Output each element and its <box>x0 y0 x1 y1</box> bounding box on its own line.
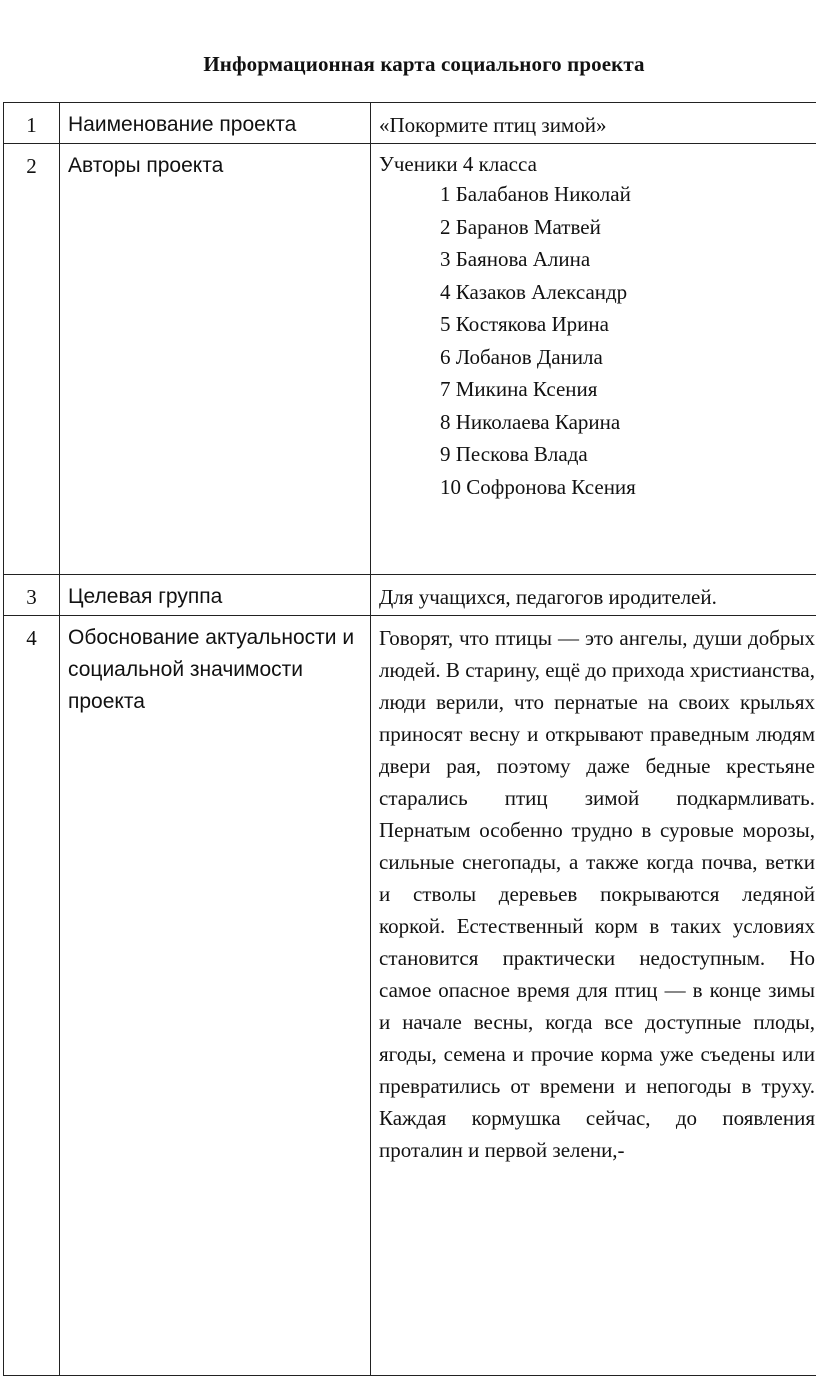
document-title: Информационная карта социального проекта <box>0 52 816 77</box>
project-info-table <box>3 102 816 1376</box>
table-row <box>4 616 816 1376</box>
list-item: 5 Костякова Ирина <box>440 308 815 341</box>
row-number: 2 <box>4 144 60 575</box>
row-value: Говорят, что птицы — это ангелы, души добрых людей. В старину, ещё до прихода христианства, люди верили, что пернатые на своих крыльях приносят весну и открывают праведным людям двери рая, поэтому даже бедные крестьяне старались птиц зимой подкармливать. Пернатым особенно трудно в суровые морозы, сильные снегопады, а также когда почва, ветки и стволы деревьев покрываются ледяной коркой. Естественный корм в таких условиях становится практически недоступным. Но самое опасное время для птиц — в конце зимы и начале весны, когда все доступные плоды, ягоды, семена и прочие корма уже съедены или превратились от времени и непогоды в труху. Каждая кормушка сейчас, до появления проталин и первой зелени,- <box>371 616 816 1376</box>
table-row <box>4 144 816 575</box>
list-item: 10 Софронова Ксения <box>440 471 815 504</box>
list-item: 2 Баранов Матвей <box>440 211 815 244</box>
list-item: 3 Баянова Алина <box>440 243 815 276</box>
row-label: Авторы проекта <box>60 144 371 575</box>
row-number: 3 <box>4 575 60 616</box>
table-row <box>4 103 816 144</box>
row-number: 4 <box>4 616 60 1376</box>
list-item: 9 Пескова Влада <box>440 438 815 471</box>
list-item: 8 Николаева Карина <box>440 406 815 439</box>
row-label: Обоснование актуальности и социальной значимости проекта <box>60 616 371 1376</box>
authors-list <box>379 178 815 503</box>
row-value: Для учащихся, педагогов иродителей. <box>371 575 816 616</box>
list-item: 1 Балабанов Николай <box>440 178 815 211</box>
row-value: «Покормите птиц зимой» <box>371 103 816 144</box>
row-number: 1 <box>4 103 60 144</box>
table-row <box>4 575 816 616</box>
list-item: 4 Казаков Александр <box>440 276 815 309</box>
authors-intro: Ученики 4 класса <box>379 150 815 178</box>
row-value <box>371 144 816 575</box>
list-item: 7 Микина Ксения <box>440 373 815 406</box>
row-label: Наименование проекта <box>60 103 371 144</box>
row-label: Целевая группа <box>60 575 371 616</box>
list-item: 6 Лобанов Данила <box>440 341 815 374</box>
